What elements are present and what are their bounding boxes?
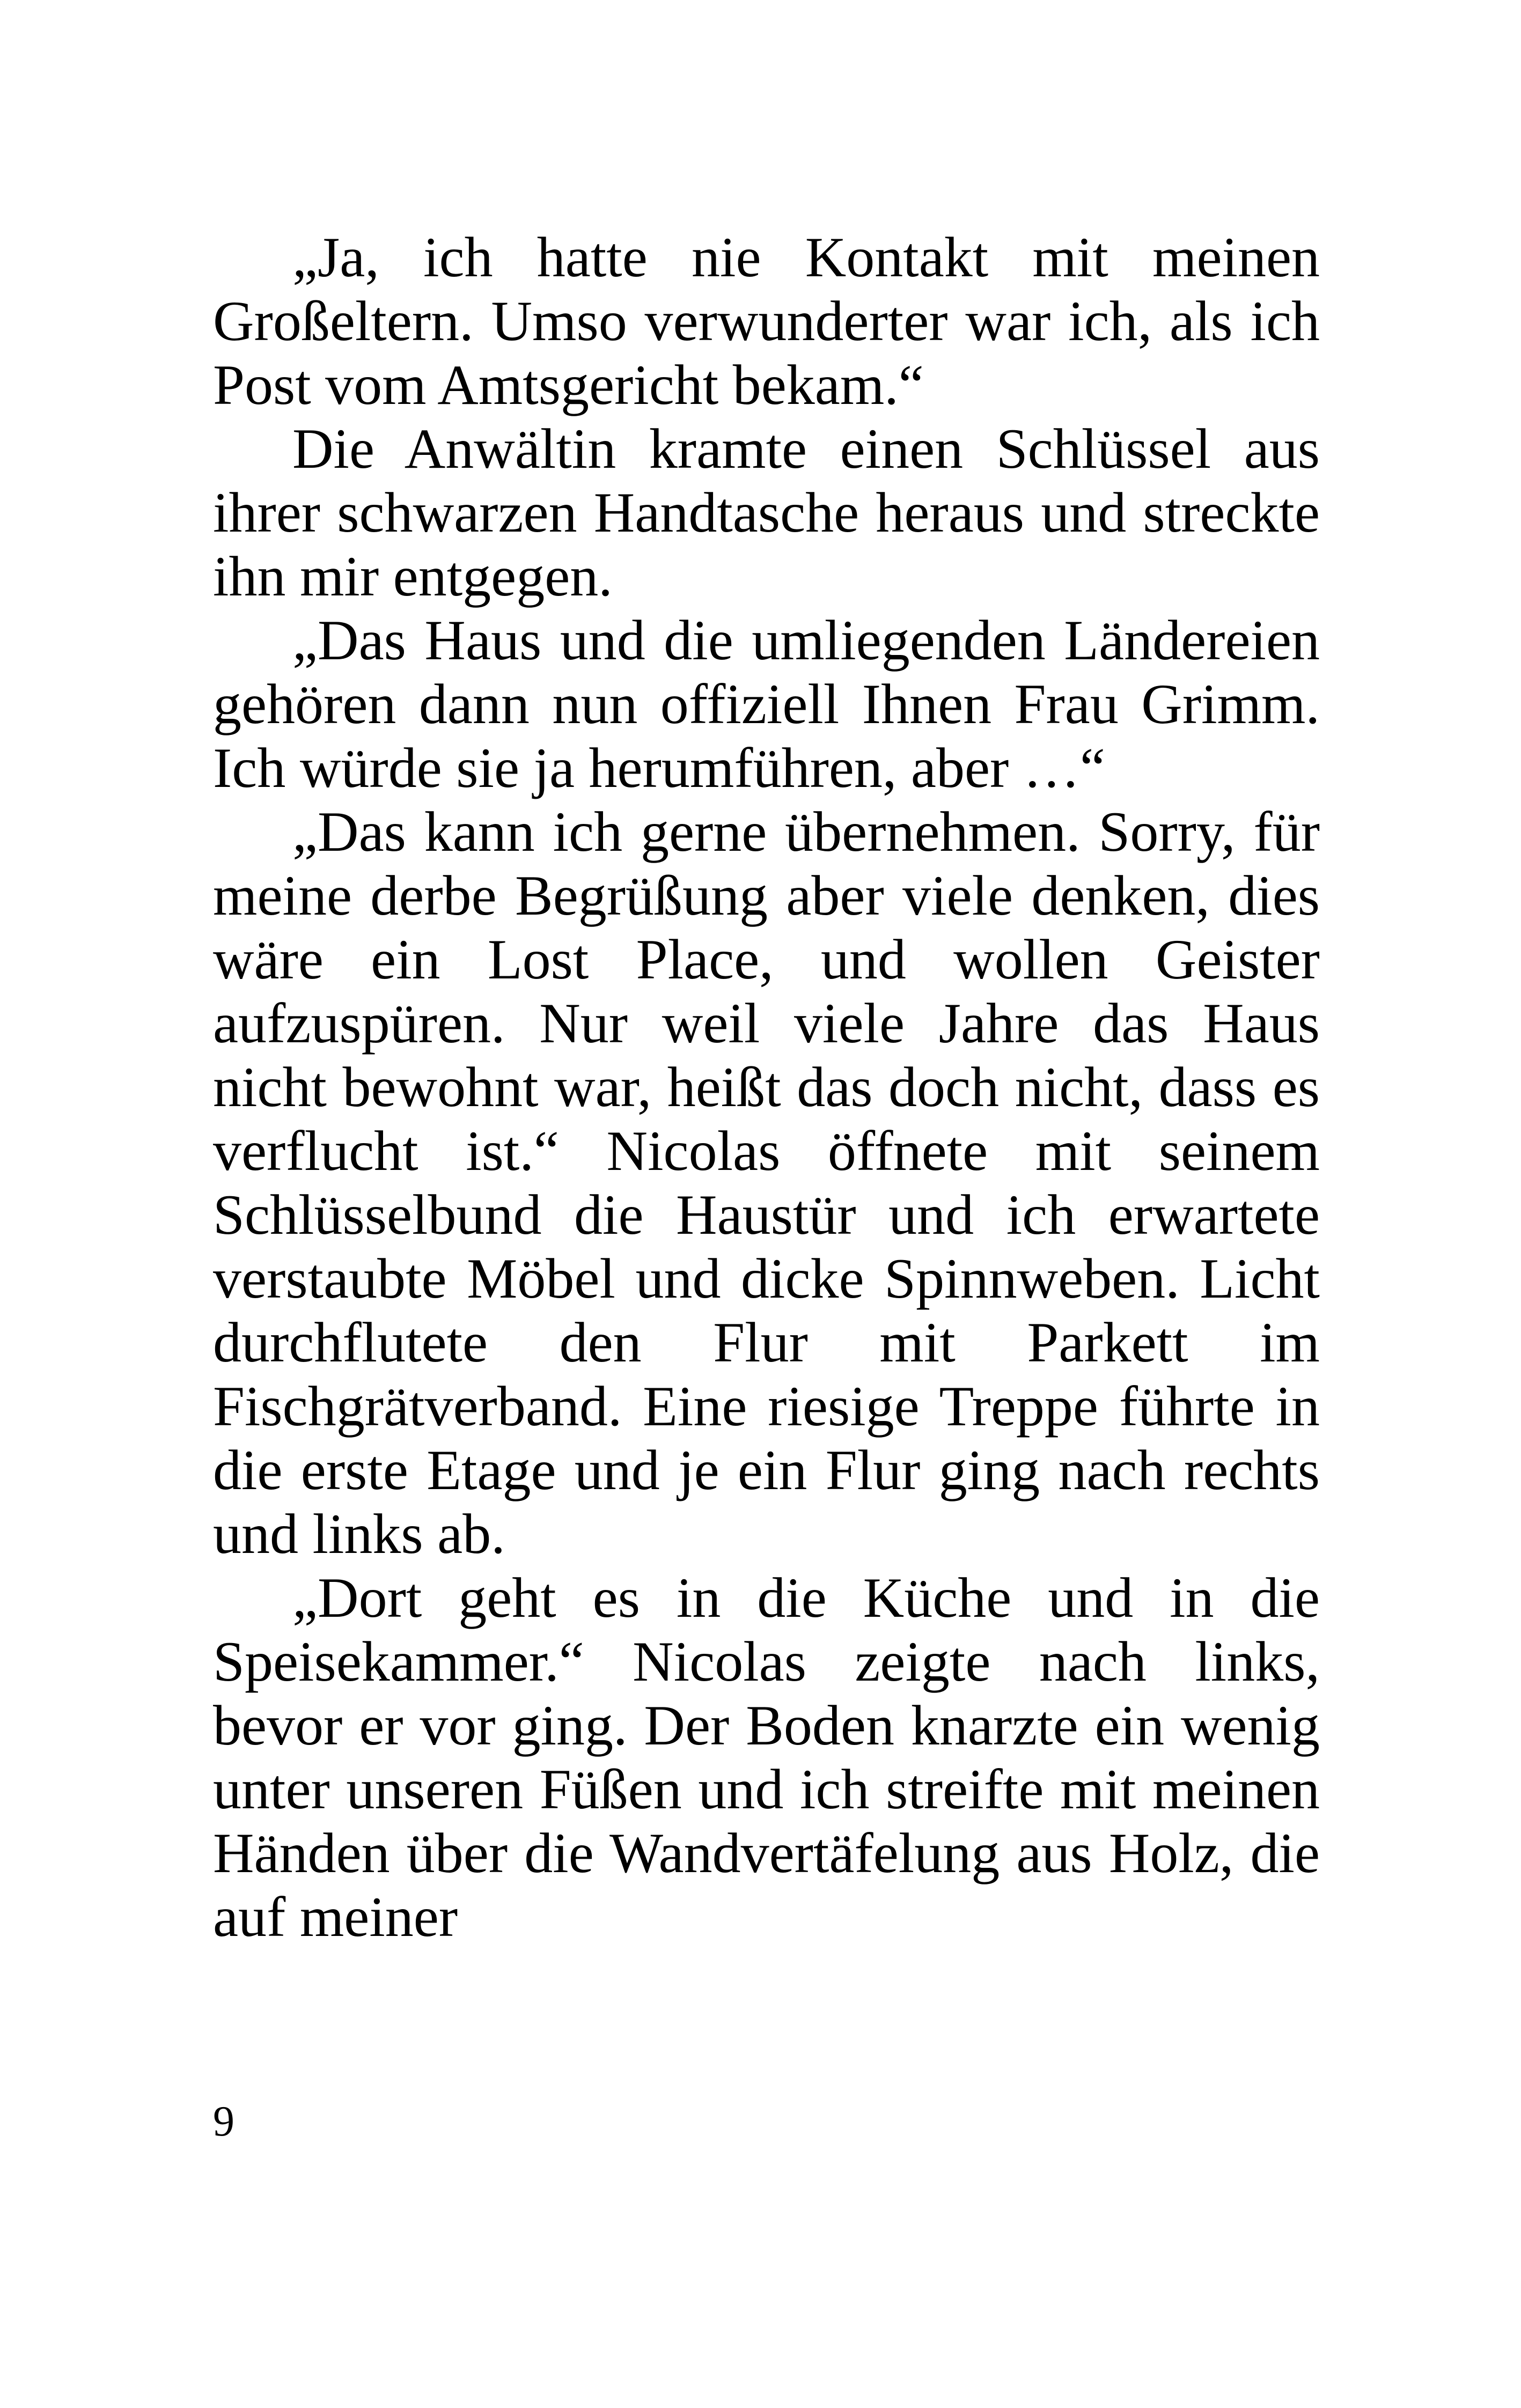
paragraph: „Dort geht es in die Küche und in die Speisekammer.“ Nicolas zeigte nach links, bevor er vor ging. Der Boden knarzte ein wenig unter unseren Füßen und ich streifte mit meinen Händen über die Wandvertäfelung aus Holz, die auf meiner bbox=[213, 1566, 1320, 1948]
paragraph: „Ja, ich hatte nie Kontakt mit meinen Großeltern. Umso verwunderter war ich, als ich Post vom Amtsgericht bekam.“ bbox=[213, 226, 1320, 416]
page-number: 9 bbox=[213, 2098, 234, 2145]
paragraph: Die Anwältin kramte einen Schlüssel aus ihrer schwarzen Handtasche heraus und streckte ihn mir entgegen. bbox=[213, 417, 1320, 608]
body-text bbox=[213, 225, 1320, 1949]
paragraph: „Das kann ich gerne übernehmen. Sorry, für meine derbe Begrüßung aber viele denken, dies wäre ein Lost Place, und wollen Geister aufzuspüren. Nur weil viele Jahre das Haus nicht bewohnt war, heißt das doch nicht, dass es verflucht ist.“ Nicolas öffnete mit seinem Schlüsselbund die Haustür und ich erwartete verstaubte Möbel und dicke Spinnweben. Licht durchflutete den Flur mit Parkett im Fischgrätverband. Eine riesige Treppe führte in die erste Etage und je ein Flur ging nach rechts und links ab. bbox=[213, 800, 1320, 1565]
paragraph: „Das Haus und die umliegenden Ländereien gehören dann nun offiziell Ihnen Frau Grimm. Ich würde sie ja herumführen, aber …“ bbox=[213, 609, 1320, 799]
